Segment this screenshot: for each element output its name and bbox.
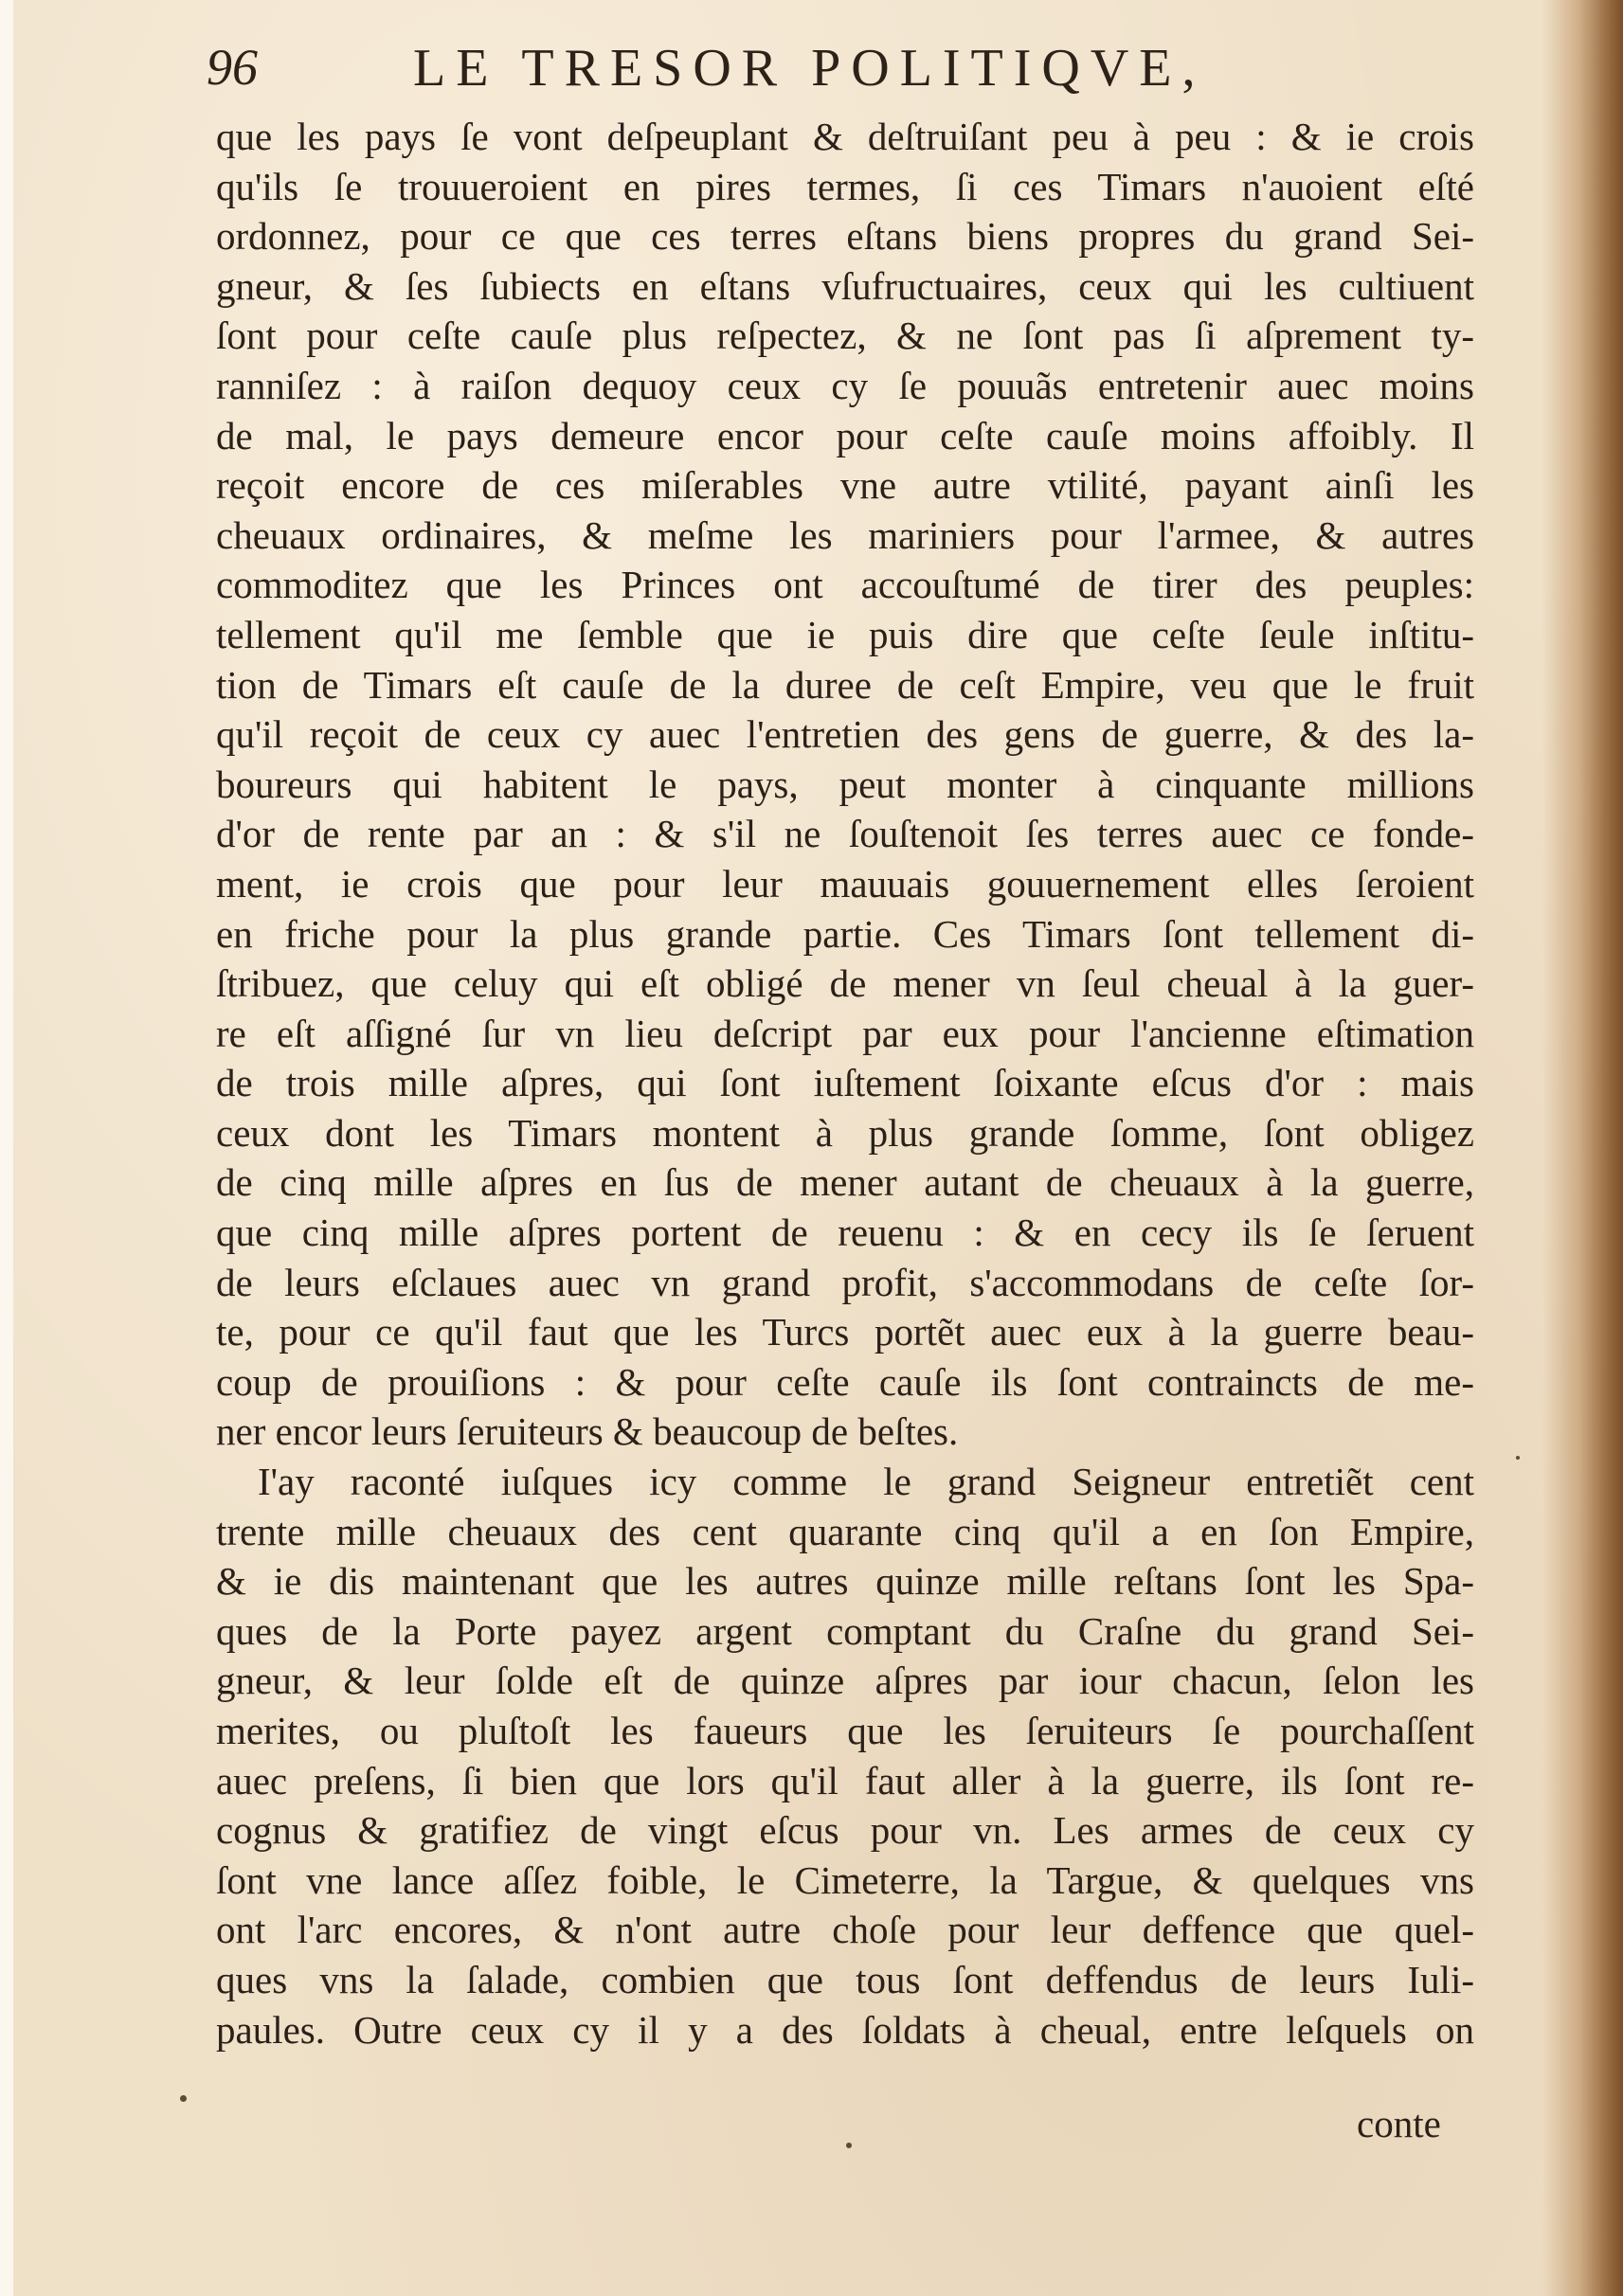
text-line: I'ay raconté iuſques icy comme le grand Seigneur entretiẽt cent [258, 1460, 1474, 1504]
text-line: qu'il reçoit de ceux cy auec l'entretien des gens de guerre, & des la- [216, 712, 1474, 757]
text-line: ques de la Porte payez argent comptant du Craſne du grand Sei- [216, 1608, 1474, 1653]
text-line: paules. Outre ceux cy il y a des ſoldats à cheual, entre leſquels on [216, 2007, 1474, 2052]
text-line: tion de Timars eſt cauſe de la duree de ceſt Empire, veu que le fruit [216, 662, 1474, 707]
text-line: commoditez que les Princes ont accouſtumé de tirer des peuples: [216, 563, 1474, 607]
page-header [207, 38, 1514, 104]
text-line: gneur, & ſes ſubiects en eſtans vſufructuaires, ceux qui les cultiuent [216, 263, 1474, 308]
text-line: ment, ie crois que pour leur mauuais gouuernement elles ſeroient [216, 861, 1474, 906]
body-text [216, 112, 1474, 2054]
text-line: ranniſez : à raiſon dequoy ceux cy ſe pouuãs entretenir auec moins [216, 363, 1474, 407]
text-line: de trois mille aſpres, qui ſont iuſtement ſoixante eſcus d'or : mais [216, 1061, 1474, 1105]
text-line: gneur, & leur ſolde eſt de quinze aſpres par iour chacun, ſelon les [216, 1659, 1474, 1703]
page-number: 96 [207, 39, 258, 96]
text-line: re eſt aſſigné ſur vn lieu deſcript par eux pour l'ancienne eſtimation [216, 1011, 1474, 1055]
text-line: en friche pour la plus grande partie. Ces Timars ſont tellement di- [216, 911, 1474, 956]
text-line: de leurs eſclaues auec vn grand profit, s'accommodans de ceſte ſor- [216, 1260, 1474, 1304]
text-line: ſont vne lance aſſez foible, le Cimeterre, la Targue, & quelques vns [216, 1857, 1474, 1902]
text-line: & ie dis maintenant que les autres quinze mille reſtans ſont les Spa- [216, 1559, 1474, 1604]
text-line: de cinq mille aſpres en ſus de mener autant de cheuaux à la guerre, [216, 1160, 1474, 1205]
paragraph-1 [216, 112, 1474, 1457]
text-line: ſtribuez, que celuy qui eſt obligé de mener vn ſeul cheual à la guer- [216, 961, 1474, 1006]
text-line: cognus & gratifiez de vingt eſcus pour vn. Les armes de ceux cy [216, 1808, 1474, 1853]
paper-speck [846, 2143, 852, 2148]
text-line: cheuaux ordinaires, & meſme les mariniers pour l'armee, & autres [216, 512, 1474, 557]
text-line: ceux dont les Timars montent à plus grande ſomme, ſont obligez [216, 1110, 1474, 1155]
paper-speck [180, 2095, 187, 2102]
text-line: ques vns la ſalade, combien que tous ſont deffendus de leurs Iuli- [216, 1957, 1474, 2001]
paragraph-2 [216, 1457, 1474, 2054]
text-line: qu'ils ſe trouueroient en pires termes, ſi ces Timars n'auoient eſté [216, 164, 1474, 208]
text-line: trente mille cheuaux des cent quarante cinq qu'il a en ſon Empire, [216, 1509, 1474, 1553]
text-line: de mal, le pays demeure encor pour ceſte cauſe moins affoibly. Il [216, 413, 1474, 457]
text-line: d'or de rente par an : & s'il ne ſouſtenoit ſes terres auec ce fonde- [216, 812, 1474, 856]
text-line: ont l'arc encores, & n'ont autre choſe pour leur deffence que quel- [216, 1908, 1474, 1952]
text-line: ordonnez, pour ce que ces terres eſtans biens propres du grand Sei- [216, 214, 1474, 259]
text-line: reçoit encore de ces miſerables vne autre vtilité, payant ainſi les [216, 463, 1474, 508]
text-line: te, pour ce qu'il faut que les Turcs portẽt auec eux à la guerre beau- [216, 1310, 1474, 1354]
text-line: tellement qu'il me ſemble que ie puis dire que ceſte ſeule inſtitu- [216, 612, 1474, 656]
text-line: auec preſens, ſi bien que lors qu'il faut aller à la guerre, ils ſont re- [216, 1758, 1474, 1803]
text-line: merites, ou pluſtoſt les faueurs que les ſeruiteurs ſe pourchaſſent [216, 1709, 1474, 1752]
text-line: ner encor leurs ſeruiteurs & beaucoup de beſtes. [216, 1409, 959, 1454]
text-line: que cinq mille aſpres portent de reuenu : & en cecy ils ſe ſeruent [216, 1211, 1474, 1255]
paper-speck [1516, 1456, 1520, 1460]
binding-gutter-shadow [1542, 0, 1623, 2296]
running-title: LE TRESOR POLITIQVE, [413, 39, 1206, 98]
page-left-edge [0, 0, 13, 2296]
text-line: ſont pour ceſte cauſe plus reſpectez, & ne ſont pas ſi aſprement ty- [216, 314, 1474, 358]
text-line: que les pays ſe vont deſpeuplant & deſtruiſant peu à peu : & ie crois [216, 115, 1474, 158]
text-line: coup de prouiſions : & pour ceſte cauſe ils ſont contraincts de me- [216, 1359, 1474, 1404]
catchword: conte [1357, 2102, 1441, 2145]
text-line: boureurs qui habitent le pays, peut monter à cinquante millions [216, 762, 1474, 806]
